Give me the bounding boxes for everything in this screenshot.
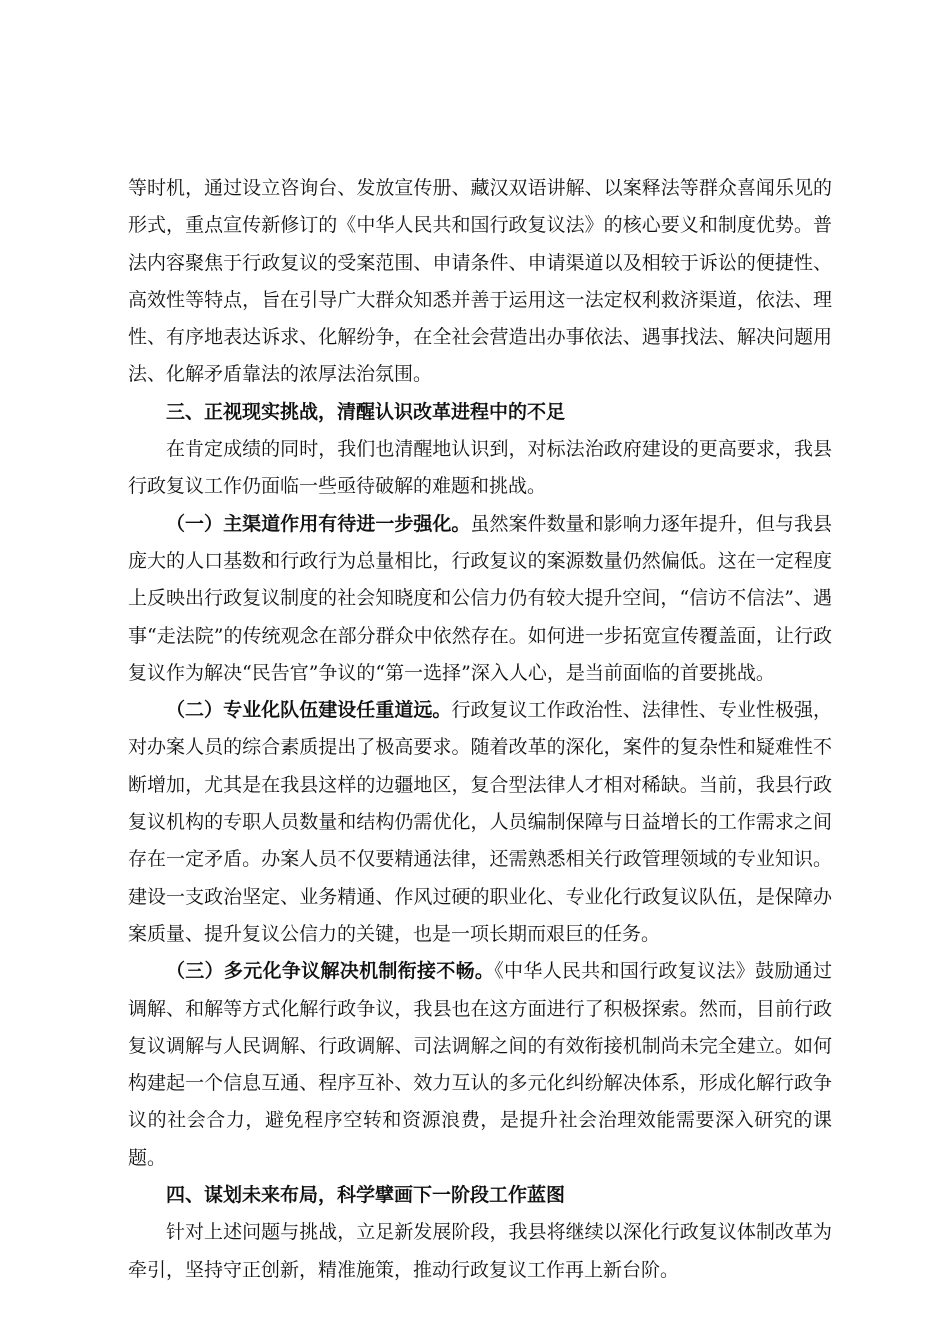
section-4-heading: 四、谋划未来布局，科学擘画下一阶段工作蓝图 <box>166 1184 566 1207</box>
item-2-lead: （二）专业化队伍建设任重道远。 <box>166 699 452 722</box>
item-1-body: 虽然案件数量和影响力逐年提升，但与我县庞大的人口基数和行政行为总量相比，行政复议的案源数量仍然偏低。这在一定程度上反映出行政复议制度的社会知晓度和公信力仍有较大提升空间，“信访不信法”、遇事“走法院”的传统观念在部分群众中依然存在。如何进一步拓宽宣传覆盖面，让行政复议作为解决“民告官”争议的“第一选择”深入人心，是当前面临的首要挑战。 <box>128 512 832 684</box>
document-page <box>128 170 832 1289</box>
item-1-lead: （一）主渠道作用有待进一步强化。 <box>166 512 471 535</box>
section-3-item-2 <box>128 692 832 953</box>
section-3-heading: 三、正视现实挑战，清醒认识改革进程中的不足 <box>166 400 566 423</box>
section-3-item-1 <box>128 506 832 692</box>
section-3-intro: 在肯定成绩的同时，我们也清醒地认识到，对标法治政府建设的更高要求，我县行政复议工作仍面临一些亟待破解的难题和挑战。 <box>128 438 832 498</box>
item-2-body: 行政复议工作政治性、法律性、专业性极强，对办案人员的综合素质提出了极高要求。随着改革的深化，案件的复杂性和疑难性不断增加，尤其是在我县这样的边疆地区，复合型法律人才相对稀缺。当前，我县行政复议机构的专职人员数量和结构仍需优化，人员编制保障与日益增长的工作需求之间存在一定矛盾。办案人员不仅要精通法律，还需熟悉相关行政管理领域的专业知识。建设一支政治坚定、业务精通、作风过硬的职业化、专业化行政复议队伍，是保障办案质量、提升复议公信力的关键，也是一项长期而艰巨的任务。 <box>128 699 832 945</box>
intro-paragraph: 等时机，通过设立咨询台、发放宣传册、藏汉双语讲解、以案释法等群众喜闻乐见的形式，重点宣传新修订的《中华人民共和国行政复议法》的核心要义和制度优势。普法内容聚焦于行政复议的受案范围、申请条件、申请渠道以及相较于诉讼的便捷性、高效性等特点，旨在引导广大群众知悉并善于运用这一法定权利救济渠道，依法、理性、有序地表达诉求、化解纷争，在全社会营造出办事依法、遇事找法、解决问题用法、化解矛盾靠法的浓厚法治氛围。 <box>128 177 832 386</box>
section-3-item-3 <box>128 953 832 1177</box>
section-4-intro: 针对上述问题与挑战，立足新发展阶段，我县将继续以深化行政复议体制改革为牵引，坚持守正创新，精准施策，推动行政复议工作再上新台阶。 <box>128 1221 832 1281</box>
item-3-lead: （三）多元化争议解决机制衔接不畅。 <box>166 960 495 983</box>
item-3-body: 《中华人民共和国行政复议法》鼓励通过调解、和解等方式化解行政争议，我县也在这方面进行了积极探索。然而，目前行政复议调解与人民调解、行政调解、司法调解之间的有效衔接机制尚未完全建立。如何构建起一个信息互通、程序互补、效力互认的多元化纠纷解决体系，形成化解行政争议的社会合力，避免程序空转和资源浪费，是提升社会治理效能需要深入研究的课题。 <box>128 960 832 1169</box>
